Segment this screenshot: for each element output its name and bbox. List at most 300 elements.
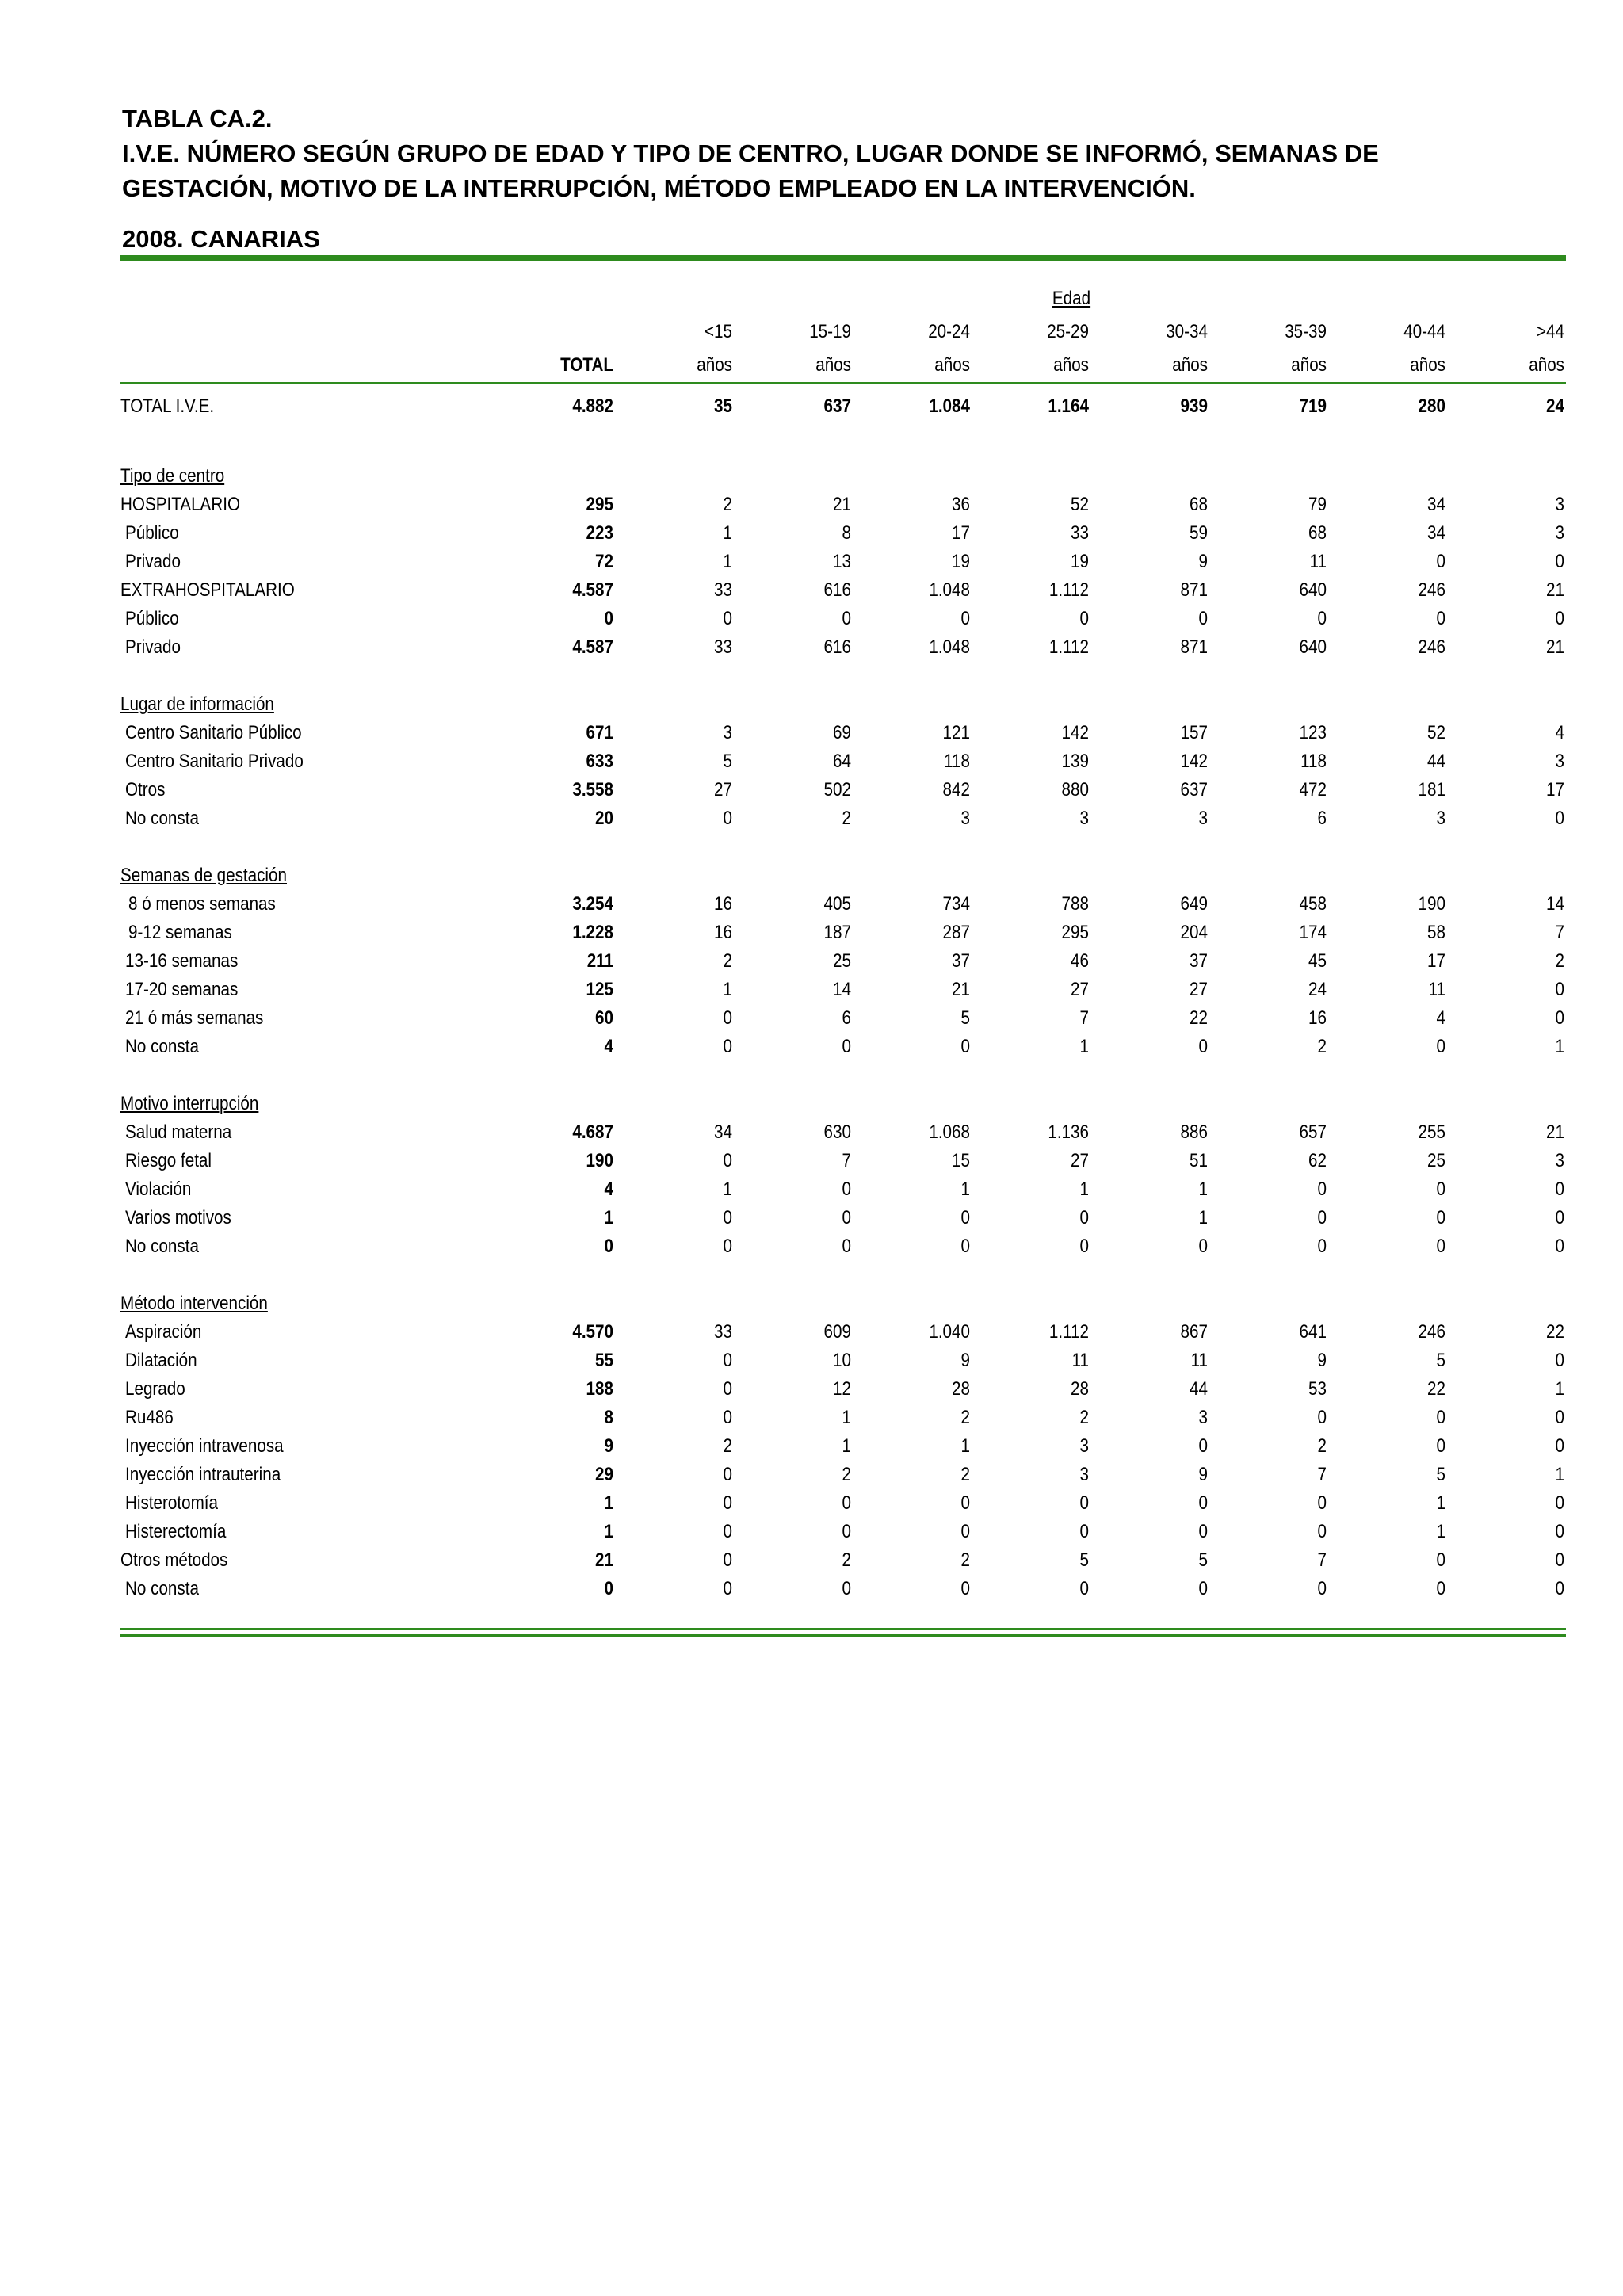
column-header-unit: años [934,354,970,376]
row-value: 0 [1555,1007,1564,1029]
row-total-value: 4 [604,1179,613,1200]
row-value: 6 [1317,808,1327,829]
row-label: Histerotomía [125,1492,219,1514]
bottom-rule-2 [120,1634,1566,1637]
row-value: 719 [1299,395,1327,417]
row-value: 6 [842,1007,851,1029]
row-value: 27 [1071,979,1089,1000]
row-value: 246 [1418,579,1445,601]
row-value: 0 [1436,1036,1445,1057]
table-row [120,1205,1566,1232]
row-value: 637 [823,395,851,417]
row-value: 34 [714,1121,732,1143]
row-value: 21 [833,494,851,515]
row-value: 68 [1308,522,1327,544]
column-header-range: 30-34 [1166,321,1208,342]
table-row [120,891,1566,918]
row-value: 1.112 [1048,1321,1089,1343]
row-value: 1 [1555,1378,1564,1400]
row-total-value: 0 [604,608,613,629]
row-value: 3 [1198,1407,1208,1428]
table-row [120,1119,1566,1146]
row-value: 27 [714,779,732,800]
table-row [120,948,1566,975]
row-value: 255 [1418,1121,1445,1143]
row-value: 0 [960,1492,970,1514]
row-value: 33 [714,636,732,658]
row-value: 2 [842,1464,851,1485]
row-value: 637 [1180,779,1208,800]
row-value: 871 [1180,636,1208,658]
row-value: 3 [1079,1435,1089,1457]
row-value: 59 [1190,522,1208,544]
row-value: 0 [1555,1492,1564,1514]
row-value: 0 [1198,1435,1208,1457]
row-value: 46 [1071,950,1089,972]
row-value: 5 [1079,1549,1089,1571]
row-value: 0 [723,1036,732,1057]
table-row [120,748,1566,775]
row-value: 0 [1317,1492,1327,1514]
row-value: 27 [1190,979,1208,1000]
row-value: 280 [1418,395,1445,417]
table-row [120,1547,1566,1574]
row-value: 0 [1317,1407,1327,1428]
row-value: 0 [1555,1578,1564,1599]
table-title-line-1: I.V.E. NÚMERO SEGÚN GRUPO DE EDAD Y TIPO DE CENTRO, LUGAR DONDE SE INFORMÓ, SEMANAS DE [122,139,1379,167]
row-value: 0 [1317,1207,1327,1228]
row-value: 1 [1555,1036,1564,1057]
row-value: 34 [1427,522,1445,544]
row-value: 0 [1555,979,1564,1000]
row-value: 142 [1061,722,1089,743]
row-total-value: 4.587 [572,579,613,601]
row-label: Ru486 [125,1407,174,1428]
row-value: 0 [960,1578,970,1599]
row-value: 0 [1555,1207,1564,1228]
row-value: 15 [952,1150,970,1171]
row-value: 16 [714,922,732,943]
row-label: 9-12 semanas [128,922,232,943]
row-total-value: 3.254 [572,893,613,915]
row-value: 157 [1180,722,1208,743]
table-title-line-2: GESTACIÓN, MOTIVO DE LA INTERRUPCIÓN, MÉTODO EMPLEADO EN LA INTERVENCIÓN. [122,174,1196,202]
row-value: 0 [1198,1236,1208,1257]
row-value: 5 [723,751,732,772]
row-value: 1 [723,551,732,572]
table-row [120,1404,1566,1431]
row-value: 118 [1300,751,1327,772]
row-total-value: 633 [586,751,613,772]
row-total-value: 29 [595,1464,613,1485]
row-total-value: 671 [586,722,613,743]
row-value: 0 [723,1350,732,1371]
section-header-row [120,463,1566,490]
row-value: 2 [1317,1435,1327,1457]
row-value: 405 [823,893,851,915]
section-title: Semanas de gestación [120,865,287,886]
row-value: 17 [952,522,970,544]
row-total-value: 0 [604,1236,613,1257]
row-value: 2 [960,1464,970,1485]
column-header-unit: años [1410,354,1445,376]
table-row [120,1319,1566,1346]
table-number: TABLA CA.2. [122,105,273,132]
column-header-unit: años [1172,354,1208,376]
row-value: 2 [960,1407,970,1428]
row-value: 0 [1198,1578,1208,1599]
table-row [120,1519,1566,1545]
row-value: 1.040 [929,1321,970,1343]
row-value: 3 [1079,808,1089,829]
row-value: 7 [1317,1549,1327,1571]
row-value: 0 [1198,1492,1208,1514]
row-value: 0 [723,1150,732,1171]
row-value: 17 [1427,950,1445,972]
row-value: 0 [842,1036,851,1057]
row-value: 17 [1546,779,1564,800]
row-value: 33 [714,579,732,601]
row-value: 187 [823,922,851,943]
row-total-value: 20 [595,808,613,829]
row-value: 0 [1317,1578,1327,1599]
row-value: 7 [1079,1007,1089,1029]
row-value: 24 [1546,395,1564,417]
row-value: 19 [952,551,970,572]
row-value: 19 [1071,551,1089,572]
column-header-range [518,319,613,346]
row-value: 458 [1299,893,1327,915]
row-value: 181 [1418,779,1445,800]
row-total-value: 21 [595,1549,613,1571]
row-label: Inyección intrauterina [125,1464,281,1485]
row-total-value: 190 [586,1150,613,1171]
row-total-value: 295 [586,494,613,515]
table-row [120,1033,1566,1060]
row-label: Público [125,522,179,544]
row-total-value: 9 [604,1435,613,1457]
row-total-value: 125 [586,979,613,1000]
row-value: 616 [823,636,851,658]
row-value: 2 [1555,950,1564,972]
section-header-row [120,1091,1566,1117]
row-value: 11 [1071,1350,1089,1371]
column-header-unit: años [697,354,732,376]
row-value: 649 [1180,893,1208,915]
row-value: 0 [723,1378,732,1400]
row-value: 0 [960,1521,970,1542]
row-value: 0 [1555,1521,1564,1542]
row-total-value: 1.228 [572,922,613,943]
row-value: 0 [1436,1435,1445,1457]
row-value: 788 [1061,893,1089,915]
row-value: 28 [952,1378,970,1400]
row-value: 44 [1190,1378,1208,1400]
row-value: 0 [1555,808,1564,829]
row-value: 0 [723,1464,732,1485]
section-header-row [120,862,1566,889]
row-value: 8 [842,522,851,544]
row-value: 0 [1198,1036,1208,1057]
row-value: 3 [1555,494,1564,515]
row-value: 1 [842,1435,851,1457]
row-value: 886 [1180,1121,1208,1143]
row-value: 25 [1427,1150,1445,1171]
row-value: 3 [723,722,732,743]
row-value: 142 [1180,751,1208,772]
row-label: 17-20 semanas [125,979,239,1000]
row-value: 14 [833,979,851,1000]
row-value: 0 [842,1207,851,1228]
row-value: 3 [1555,751,1564,772]
row-value: 11 [1190,1350,1208,1371]
row-value: 0 [1555,551,1564,572]
row-value: 9 [1198,1464,1208,1485]
row-total-value: 3.558 [572,779,613,800]
column-header-range: 40-44 [1403,321,1445,342]
row-value: 0 [723,1492,732,1514]
table-row [120,777,1566,804]
column-header-range: 20-24 [928,321,970,342]
row-label: Otros [125,779,166,800]
row-value: 34 [1427,494,1445,515]
row-value: 0 [1317,1521,1327,1542]
row-value: 630 [823,1121,851,1143]
row-value: 0 [1079,608,1089,629]
row-total-value: 223 [586,522,613,544]
group-header-edad: Edad [1052,288,1091,309]
row-value: 0 [723,1549,732,1571]
section-title: Motivo interrupción [120,1093,259,1114]
table-row [120,805,1566,832]
table-row [120,976,1566,1003]
column-header-range: 15-19 [809,321,851,342]
row-value: 21 [1546,1121,1564,1143]
row-value: 58 [1427,922,1445,943]
row-value: 24 [1308,979,1327,1000]
row-value: 139 [1061,751,1089,772]
row-label: 21 ó más semanas [125,1007,264,1029]
row-value: 1 [1436,1492,1445,1514]
section-title: Lugar de información [120,693,274,715]
table-row [120,1005,1566,1032]
row-value: 1 [723,1179,732,1200]
column-header-range: 35-39 [1285,321,1327,342]
row-value: 3 [1555,1150,1564,1171]
row-value: 204 [1180,922,1208,943]
row-value: 0 [723,1521,732,1542]
row-value: 0 [842,1492,851,1514]
row-value: 842 [942,779,970,800]
row-value: 0 [1555,1179,1564,1200]
row-value: 609 [823,1321,851,1343]
row-value: 1.164 [1048,395,1089,417]
row-label: EXTRAHOSPITALARIO [120,579,295,601]
row-value: 2 [842,1549,851,1571]
row-total-value: 4.570 [572,1321,613,1343]
row-value: 51 [1190,1150,1208,1171]
table-row [120,548,1566,575]
row-value: 4 [1436,1007,1445,1029]
top-rule [120,255,1566,261]
row-label: Privado [125,551,181,572]
row-value: 190 [1418,893,1445,915]
row-value: 0 [842,1236,851,1257]
row-value: 45 [1308,950,1327,972]
row-value: 174 [1299,922,1327,943]
row-label: No consta [125,1036,199,1057]
row-value: 2 [723,1435,732,1457]
row-value: 616 [823,579,851,601]
row-value: 0 [723,1207,732,1228]
row-label: Riesgo fetal [125,1150,212,1171]
row-value: 53 [1308,1378,1327,1400]
table-row [120,491,1566,518]
table-row [120,520,1566,547]
row-value: 0 [1555,1549,1564,1571]
column-header-total: TOTAL [560,354,613,376]
row-value: 14 [1546,893,1564,915]
row-value: 33 [1071,522,1089,544]
row-value: 2 [723,494,732,515]
row-total-value: 211 [586,950,613,972]
table-row [120,1490,1566,1517]
row-value: 0 [1436,551,1445,572]
row-value: 0 [1198,1521,1208,1542]
row-value: 0 [960,1207,970,1228]
row-label: Inyección intravenosa [125,1435,284,1457]
row-value: 0 [960,1236,970,1257]
column-header-range: >44 [1536,321,1564,342]
row-value: 0 [1436,1549,1445,1571]
row-label: 13-16 semanas [125,950,239,972]
row-value: 7 [1555,922,1564,943]
table-row [120,919,1566,946]
header-row-ranges [120,319,1566,346]
row-value: 0 [1079,1236,1089,1257]
row-value: 0 [842,1179,851,1200]
row-label: Público [125,608,179,629]
row-total-value: 8 [604,1407,613,1428]
row-label: Centro Sanitario Público [125,722,302,743]
row-value: 1.084 [929,395,970,417]
row-value: 640 [1299,579,1327,601]
row-value: 121 [942,722,970,743]
row-value: 0 [723,808,732,829]
row-value: 64 [833,751,851,772]
row-value: 62 [1308,1150,1327,1171]
row-value: 0 [960,1036,970,1057]
row-label: 8 ó menos semanas [128,893,276,915]
row-value: 27 [1071,1150,1089,1171]
row-value: 0 [723,1007,732,1029]
table-title-block [122,101,1564,206]
row-value: 0 [1079,1492,1089,1514]
row-value: 1 [1436,1521,1445,1542]
table-row [120,634,1566,661]
row-value: 3 [960,808,970,829]
row-value: 1 [842,1407,851,1428]
row-value: 5 [1436,1350,1445,1371]
bottom-rule-1 [120,1628,1566,1630]
column-header-range: <15 [704,321,732,342]
section-title: Método intervención [120,1293,268,1314]
column-header-unit: años [1053,354,1089,376]
row-value: 0 [1555,1236,1564,1257]
row-value: 9 [1317,1350,1327,1371]
table-row [120,1376,1566,1403]
row-value: 1.048 [929,579,970,601]
row-value: 0 [723,1578,732,1599]
row-value: 118 [944,751,970,772]
table-row [120,1461,1566,1488]
row-value: 1.112 [1048,636,1089,658]
row-value: 22 [1190,1007,1208,1029]
row-total-value: 188 [586,1378,613,1400]
row-total-value: 4 [604,1036,613,1057]
row-value: 3 [1079,1464,1089,1485]
row-value: 295 [1061,922,1089,943]
row-value: 16 [714,893,732,915]
row-value: 0 [1317,1236,1327,1257]
total-row [120,393,1566,420]
row-value: 37 [1190,950,1208,972]
row-value: 0 [723,608,732,629]
row-value: 4 [1555,722,1564,743]
table-row [120,1233,1566,1260]
row-label: Centro Sanitario Privado [125,751,304,772]
row-value: 0 [1079,1578,1089,1599]
row-value: 246 [1418,1321,1445,1343]
row-value: 0 [1555,1350,1564,1371]
column-header-unit: años [1291,354,1327,376]
row-value: 0 [842,1578,851,1599]
row-value: 52 [1071,494,1089,515]
row-value: 939 [1180,395,1208,417]
table-row [120,1148,1566,1175]
row-label: Privado [125,636,181,658]
row-value: 1 [960,1435,970,1457]
row-value: 0 [960,608,970,629]
row-value: 1.136 [1048,1121,1089,1143]
header-row-units [120,352,1566,379]
row-value: 0 [1436,1236,1445,1257]
table-row [120,1433,1566,1460]
row-value: 28 [1071,1378,1089,1400]
row-value: 0 [842,608,851,629]
row-value: 25 [833,950,851,972]
row-value: 44 [1427,751,1445,772]
row-value: 0 [723,1407,732,1428]
row-value: 1.048 [929,636,970,658]
section-title: Tipo de centro [120,465,225,487]
row-value: 0 [842,1521,851,1542]
row-value: 871 [1180,579,1208,601]
row-value: 12 [833,1378,851,1400]
row-total-value: 4.882 [572,395,613,417]
row-value: 1 [1555,1464,1564,1485]
row-label: No consta [125,1578,199,1599]
row-value: 123 [1299,722,1327,743]
row-label: Salud materna [125,1121,232,1143]
row-value: 3 [1436,808,1445,829]
row-total-value: 72 [595,551,613,572]
row-value: 3 [1198,808,1208,829]
row-total-value: 55 [595,1350,613,1371]
row-value: 21 [1546,636,1564,658]
row-value: 33 [714,1321,732,1343]
row-value: 5 [960,1007,970,1029]
